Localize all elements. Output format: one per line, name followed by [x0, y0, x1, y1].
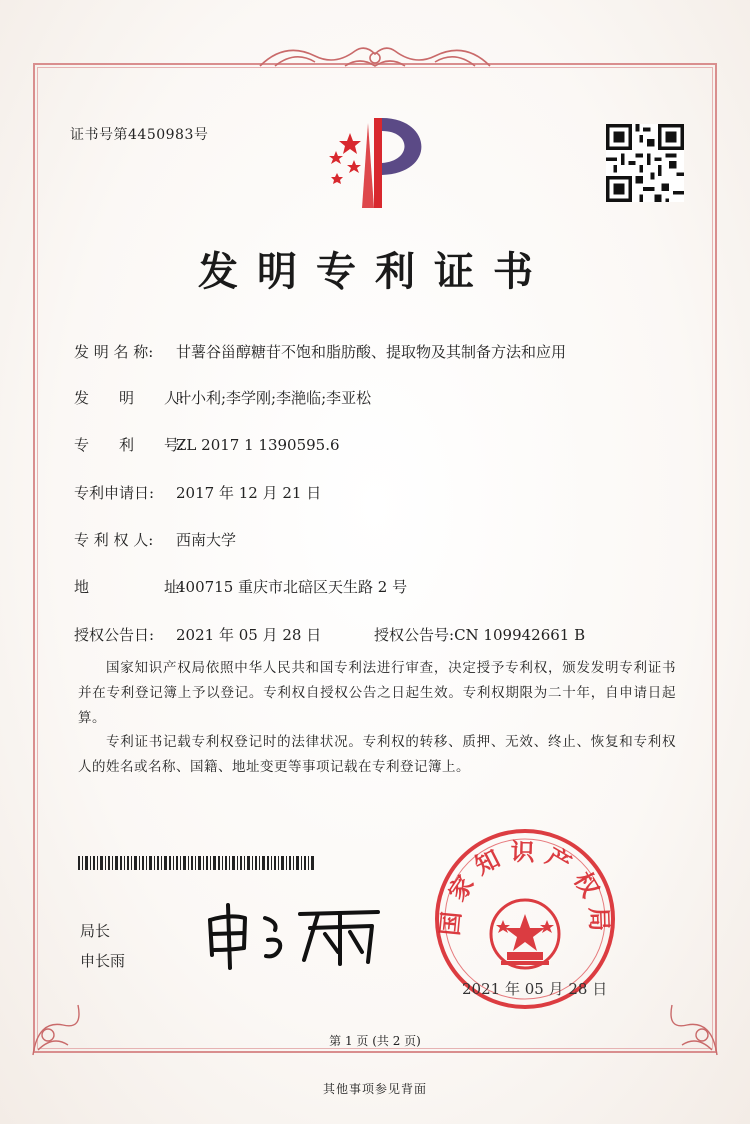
- patentee-value: 西南大学: [176, 531, 237, 549]
- filing-date-row: [74, 482, 321, 503]
- seal-date: 2021 年 05 月 28 日: [462, 980, 608, 998]
- invention-name-label: 发 明 名 称:: [74, 343, 154, 361]
- patent-number-label: 专 利 号:: [74, 436, 185, 454]
- address-value: 400715 重庆市北碚区天生路 2 号: [176, 578, 408, 596]
- patent-number-row: [74, 434, 340, 455]
- address-row: [74, 576, 407, 597]
- barcode-icon: [78, 856, 314, 870]
- certificate-title: 发明专利证书: [198, 248, 552, 295]
- corner-ornament-icon: [652, 990, 722, 1060]
- certificate-number: 证书号第4450983号: [70, 127, 209, 143]
- invention-name-value: 甘薯谷甾醇糖苷不饱和脂肪酸、提取物及其制备方法和应用: [176, 343, 567, 361]
- inventor-row: [74, 387, 371, 408]
- patentee-label: 专 利 权 人:: [74, 531, 154, 549]
- signatory-name: 申长雨: [80, 952, 126, 970]
- grant-date-value: 2021 年 05 月 28 日: [176, 626, 322, 644]
- svg-text:国家知识产权局: 国家知识产权局: [434, 836, 615, 941]
- grant-number-row: [374, 624, 585, 645]
- top-ornament-icon: [255, 36, 495, 72]
- qr-code-icon: [606, 124, 684, 202]
- filing-date-value: 2017 年 12 月 21 日: [176, 484, 322, 502]
- grant-number-label: 授权公告号:: [374, 626, 455, 644]
- grant-number-value: CN 109942661 B: [454, 626, 586, 644]
- inventor-label: 发 明 人:: [74, 389, 185, 407]
- grant-date-label: 授权公告日:: [74, 626, 155, 644]
- page-number: 第 1 页 (共 2 页): [329, 1034, 421, 1048]
- grant-statement-paragraph: 国家知识产权局依照中华人民共和国专利法进行审查，决定授予专利权，颁发发明专利证书并在专利登记簿上予以登记。专利权自授权公告之日起生效。专利权期限为二十年，自申请日起算。: [78, 660, 676, 726]
- invention-name-row: [74, 341, 566, 362]
- inventor-value: 叶小利;李学刚;李滟临;李亚松: [176, 389, 372, 407]
- patentee-row: [74, 529, 236, 550]
- grant-date-row: [74, 624, 321, 645]
- address-label: 地 址:: [74, 578, 185, 596]
- patent-office-logo-icon: [312, 113, 438, 213]
- signatory-title: 局长: [80, 922, 111, 940]
- handwritten-signature-icon: [200, 900, 390, 970]
- filing-date-label: 专利申请日:: [74, 484, 155, 502]
- patent-number-value: ZL 2017 1 1390595.6: [176, 436, 340, 454]
- footer-note: 其他事项参见背面: [322, 1082, 427, 1096]
- corner-ornament-icon: [28, 990, 98, 1060]
- legal-status-paragraph: 专利证书记载专利权登记时的法律状况。专利权的转移、质押、无效、终止、恢复和专利权人的姓名或名称、国籍、地址变更等事项记载在专利登记簿上。: [78, 734, 676, 775]
